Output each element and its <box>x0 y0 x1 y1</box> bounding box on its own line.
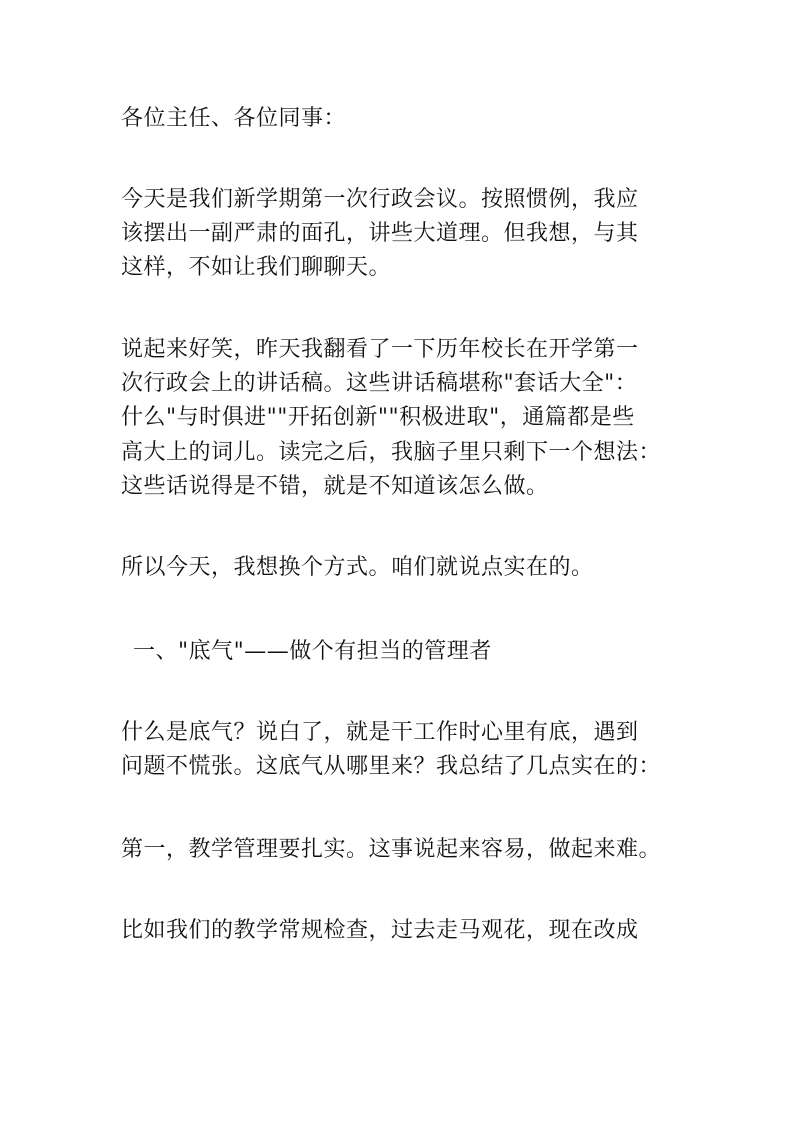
salutation: 各位主任、各位同事： <box>121 106 347 131</box>
paragraph-1-line-1: 今天是我们新学期第一次行政会议。按照惯例，我应 <box>121 187 639 212</box>
paragraph-2-line-5: 这些话说得是不错，就是不知道该怎么做。 <box>121 474 549 499</box>
paragraph-2-line-3: 什么"与时俱进""开拓创新""积极进取"，通篇都是些 <box>121 405 635 430</box>
paragraph-1-line-2: 该摆出一副严肃的面孔，讲些大道理。但我想，与其 <box>121 221 639 246</box>
paragraph-2-line-1: 说起来好笑，昨天我翻看了一下历年校长在开学第一 <box>121 337 639 362</box>
paragraph-4-line-1: 什么是底气？说白了，就是干工作时心里有底，遇到 <box>121 720 639 745</box>
paragraph-3: 所以今天，我想换个方式。咱们就说点实在的。 <box>121 555 594 580</box>
paragraph-1-line-3: 这样，不如让我们聊聊天。 <box>121 255 392 280</box>
section-heading: 一、"底气"——做个有担当的管理者 <box>133 639 492 664</box>
paragraph-6: 比如我们的教学常规检查，过去走马观花，现在改成 <box>121 918 639 943</box>
paragraph-5: 第一，教学管理要扎实。这事说起来容易，做起来难。 <box>121 837 662 862</box>
paragraph-2-line-4: 高大上的词儿。读完之后，我脑子里只剩下一个想法： <box>121 440 662 465</box>
paragraph-4-line-2: 问题不慌张。这底气从哪里来？我总结了几点实在的： <box>121 754 662 779</box>
paragraph-2-line-2: 次行政会上的讲话稿。这些讲话稿堪称"套话大全"： <box>121 371 638 396</box>
